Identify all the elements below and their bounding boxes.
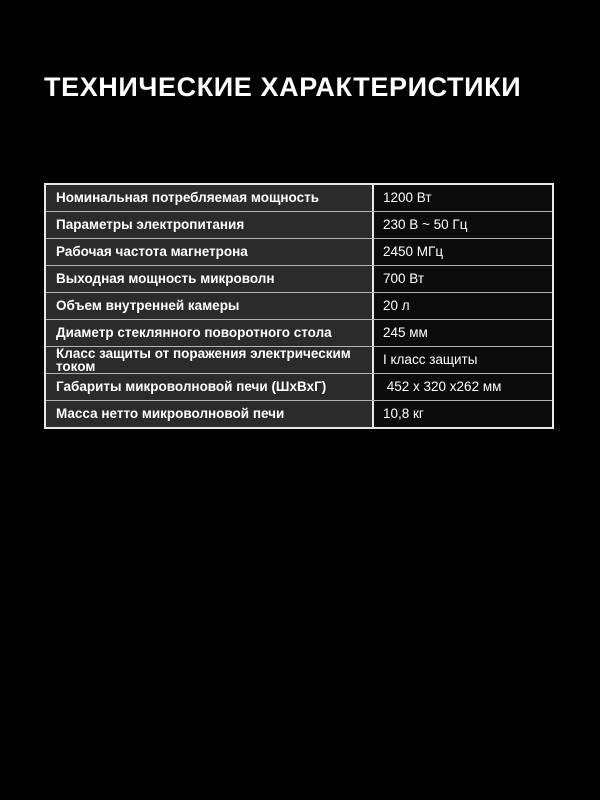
spec-label: Номинальная потребляемая мощность <box>46 185 374 211</box>
table-row <box>46 185 552 212</box>
spec-table <box>44 183 554 429</box>
spec-label: Рабочая частота магнетрона <box>46 239 374 265</box>
spec-value: 10,8 кг <box>374 401 552 427</box>
table-row <box>46 239 552 266</box>
spec-label: Диаметр стеклянного поворотного стола <box>46 320 374 346</box>
table-row <box>46 401 552 427</box>
table-row <box>46 374 552 401</box>
spec-value: 2450 МГц <box>374 239 552 265</box>
spec-value: 700 Вт <box>374 266 552 292</box>
table-row <box>46 347 552 374</box>
table-row <box>46 212 552 239</box>
spec-value: I класс защиты <box>374 347 552 373</box>
table-row <box>46 266 552 293</box>
spec-value: 230 В ~ 50 Гц <box>374 212 552 238</box>
spec-value: 245 мм <box>374 320 552 346</box>
spec-value: 452 х 320 х262 мм <box>374 374 552 400</box>
spec-label: Габариты микроволновой печи (ШхВхГ) <box>46 374 374 400</box>
spec-value: 1200 Вт <box>374 185 552 211</box>
spec-value: 20 л <box>374 293 552 319</box>
spec-label: Объем внутренней камеры <box>46 293 374 319</box>
page-title: ТЕХНИЧЕСКИЕ ХАРАКТЕРИСТИКИ <box>44 72 522 102</box>
table-row <box>46 320 552 347</box>
spec-label: Класс защиты от поражения электрическим током <box>46 347 374 373</box>
table-row <box>46 293 552 320</box>
spec-label: Выходная мощность микроволн <box>46 266 374 292</box>
spec-label: Масса нетто микроволновой печи <box>46 401 374 427</box>
spec-label: Параметры электропитания <box>46 212 374 238</box>
